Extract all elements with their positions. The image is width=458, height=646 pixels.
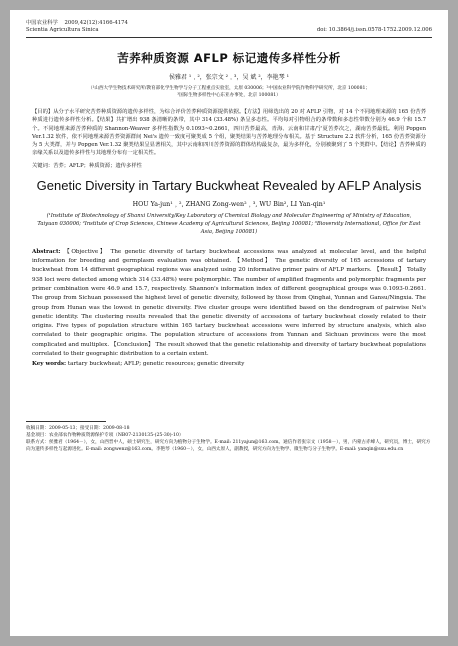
footnote: [26, 425, 432, 453]
chinese-affiliation-line-2: ³国际生物多样性中心东亚办事处，北京 100081）: [177, 93, 281, 98]
journal-name-en: Scientia Agricultura Sinica: [26, 27, 99, 33]
footnote-funding: 基金项目：农业部农作物种质资源保护专项（NB07-2130135-(25-30)-10）: [26, 433, 184, 439]
footnote-divider: [26, 421, 106, 422]
chinese-keywords: 关键词：苦荞；AFLP；种质资源；遗传多样性: [32, 162, 142, 169]
journal-name-cn: 中国农业科学: [26, 20, 58, 26]
chinese-affiliations: [26, 85, 432, 99]
citation: 2009,42(12):4166-4174: [64, 20, 128, 26]
doi: doi: 10.3864/j.issn.0578-1752.2009.12.006: [316, 27, 432, 33]
header-divider: [26, 37, 432, 38]
english-keywords-text: tartary buckwheat; AFLP; genetic resources; genetic diversity: [67, 361, 245, 368]
journal-page: [10, 10, 448, 636]
english-authors: HOU Ya-jun¹﹐², ZHANG Zong-wen²﹐³, WU Bin², LI Yan-qin¹: [132, 200, 326, 208]
chinese-abstract: [26, 108, 432, 158]
footnote-contact: 联系方式：侯雅君（1964－），女，山西晋中人，硕士研究生，研究方向为植物分子生物学。E-mail: 211yajun@163.com。通信作者张宗文（1958－），男，内蒙古赤峰人，研究员，博士，研究方向为遗传多样性与起源进化。E-mail: zongwenz@163.com。李艳琴（1960－），女，山西太原人，副教授，研究方向为生物学、微生物与分子生物学。E-mail: yanqin@sxu.edu.cn: [26, 440, 431, 453]
english-abstract: [26, 248, 432, 360]
chinese-title: 苦荞种质资源 AFLP 标记遗传多样性分析: [117, 51, 341, 65]
keywords-label: Key words:: [32, 361, 67, 368]
english-title: Genetic Diversity in Tartary Buckwheat Revealed by AFLP Analysis: [36, 177, 422, 193]
english-abstract-text: 【Objective】 The genetic diversity of tartary buckwheat accessions was analyzed at molecular level, and the helpful information for breeding and germplasm evaluation was obtained. 【Method】 The genetic diversity of 165 accessions of tartary buckwheat from 14 different geographical regions was analyzed using 20 informative primer pairs of AFLP markers. 【Result】 Totally 938 loci were detected among which 314 (33.48%) were polymorphic. The number of amplified fragments and polymorphic fragments per primer combination were 46.9 and 15.7, respectively. Shannon's information index of different geographical groups was 0.1093-0.2661. The group from Sichuan possessed the highest level of genetic diversity, followed by those from Qinghai, Yunnan and Gansu/Ningxia. The group from Hunan was the lowest in genetic diversity. Five cluster groups were identified based on the dendrogram of pairwise Nei's genetic identity. The clustering results revealed that the genetic diversity of accessions of tartary buckwheat closely related to their origins. Five types of population structure within 165 tartary buckwheat accessions were inferred by structure analysis, which also correlated to their geographic origins. The population structure of accessions from Yunnan and Sichuan provinces were the most complicated and multiplex. 【Conclusion】 The result showed that the genetic relationship and diversity of tartary buckwheat populations correlated to their geographic distribution to a certain extent.: [32, 248, 426, 358]
chinese-authors: 侯雅君 ¹﹐²，张宗文 ²﹐³，吴 斌 ²，李艳琴 ¹: [169, 74, 289, 81]
running-header: [26, 20, 432, 34]
footnote-received: 收稿日期：2009-05-13；接受日期：2009-08-18: [26, 426, 130, 432]
english-keywords: [26, 361, 432, 367]
abstract-label: Abstract:: [32, 248, 61, 255]
chinese-affiliation-line-1: （¹山西大学生物技术研究所/教育部化学生物学与分子工程重点实验室，太原 030006；²中国农业科学院作物科学研究所，北京 100081；: [87, 86, 371, 91]
chinese-abstract-text: 【目的】从分子水平研究苦荞种质资源的遗传多样性，为综合评价苦荞种质资源提供依据。【方法】用筛选出的 20 对 AFLP 引物，对 14 个不同地理来源的 165 份苦荞种质进行遗传多样性分析。【结果】共扩增出 938 条清晰的条带，其中 314 (33.48%) 条呈多态性。平均每对引物组合的条带数和多态性带数分别为 46.9 个和 15.7 个。不同地理来源苦荞种质的 Shannon-Weaver 多样性指数为 0.1093~0.2661，四川苦荞最高，青海、云南和甘肃/宁夏苦荞次之，湖南苦荞最低。利用 Popgen Ver.1.32 软件，依不同地理来源苦荞资源群间 Nei's 遗传一致度可聚类成 5 个组，聚类结果与苦荞地理分布相关。基于 Structure 2.2 软件分析，165 份苦荞资源分为 5 大类群，并与 Popgen Ver.1.32 聚类结果呈显著相关，其中云南和四川苦荞资源的群体结构最复杂，最为多样化，分别被聚到了 5 个类群中。【结论】苦荞种质的亲缘关系以及遗传多样性与其地理分布有一定相关性。: [32, 109, 426, 157]
english-affiliations: (¹Institute of Biotechnology of Shanxi University/Key Laboratory of Chemical Biology and Molecular Engineering of Ministry of Education, Taiyuan 030006; ²Institute of Crop Sciences, Chinese Academy of Agricultural Sciences, Beijing 100081; ³Bioversity International, Office for East Asia, Beijing 100081): [37, 212, 421, 235]
